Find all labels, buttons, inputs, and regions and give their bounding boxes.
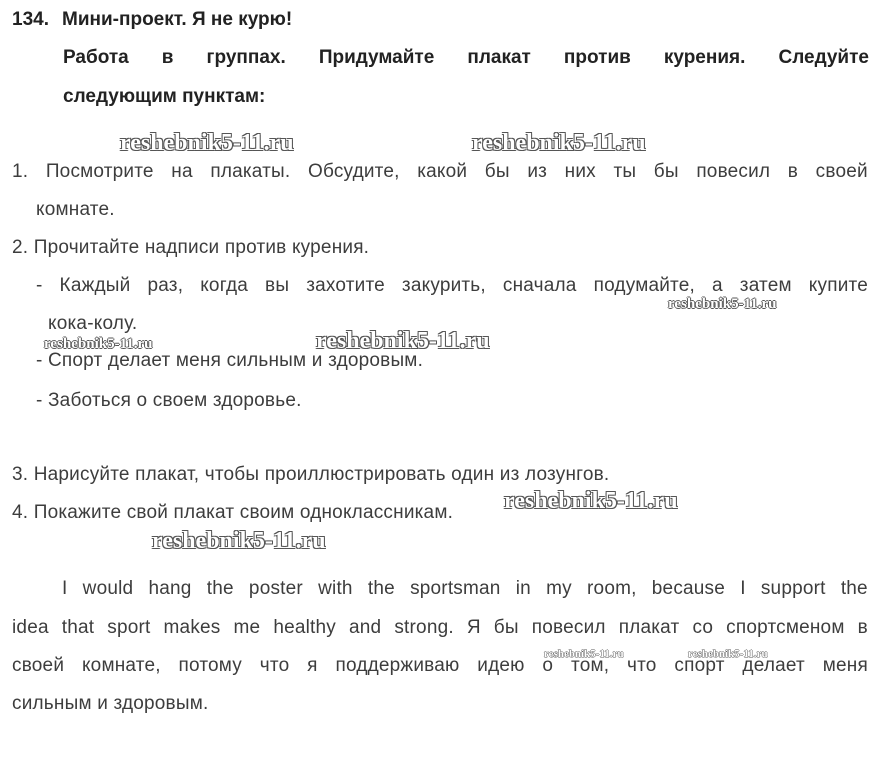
slogan-2: - Спорт делает меня сильным и здоровым. [36, 350, 424, 371]
word: захотите [306, 275, 385, 296]
task-instruction-line1 [63, 47, 869, 69]
word: Следуйте [778, 47, 869, 68]
word: would [82, 578, 134, 599]
word: о [542, 655, 554, 676]
word: группах. [206, 47, 286, 68]
word: том, [571, 655, 610, 676]
task-number: 134. [12, 9, 49, 30]
word: из [527, 161, 548, 182]
word: в [161, 47, 174, 68]
word: healthy [273, 617, 336, 638]
word: что [627, 655, 657, 676]
watermark: reshebnik5-11.ru [504, 488, 678, 514]
word: комнате, [81, 655, 161, 676]
word: сначала [502, 275, 577, 296]
word: какой [417, 161, 468, 182]
word: плакат [618, 617, 680, 638]
word: ты [613, 161, 637, 182]
word: повесил [696, 161, 771, 182]
word: меня [822, 655, 868, 676]
word: 1. [12, 161, 29, 182]
word: в [857, 617, 868, 638]
word: них [564, 161, 596, 182]
word: повесил [531, 617, 606, 638]
word: Обсудите, [307, 161, 400, 182]
word: my [546, 578, 572, 599]
watermark: reshebnik5-11.ru [668, 296, 777, 312]
step-2: 2. Прочитайте надписи против курения. [12, 237, 370, 258]
slogan-1-line1 [36, 275, 868, 297]
word: I [740, 578, 746, 599]
word: поддерживаю [335, 655, 460, 676]
word: вы [265, 275, 290, 296]
answer-line2 [12, 617, 868, 639]
word: против [563, 47, 631, 68]
slogan-3: - Заботься о своем здоровье. [36, 390, 302, 411]
watermark: reshebnik5-11.ru [120, 130, 294, 156]
word: idea [12, 617, 49, 638]
word: I [62, 578, 68, 599]
word: Посмотрите [45, 161, 154, 182]
watermark: reshebnik5-11.ru [544, 648, 624, 660]
watermark: reshebnik5-11.ru [44, 336, 153, 352]
word: курения. [663, 47, 746, 68]
word: плакат [467, 47, 531, 68]
word: делает [742, 655, 805, 676]
word: спорт [674, 655, 725, 676]
word: купите [808, 275, 868, 296]
word: а [711, 275, 723, 296]
word: затем [739, 275, 792, 296]
word: me [233, 617, 261, 638]
word: что [259, 655, 290, 676]
word: когда [200, 275, 249, 296]
watermark: reshebnik5-11.ru [152, 528, 326, 554]
word: support [760, 578, 826, 599]
word: Каждый [59, 275, 131, 296]
word: Придумайте [318, 47, 435, 68]
word: раз, [147, 275, 184, 296]
word: Работа [63, 47, 129, 68]
word: with [318, 578, 353, 599]
watermark: reshebnik5-11.ru [472, 130, 646, 156]
answer-line4: сильным и здоровым. [12, 693, 209, 714]
word: strong. [394, 617, 454, 638]
word: the [206, 578, 234, 599]
word: sportsman [410, 578, 501, 599]
answer-line1 [62, 578, 868, 600]
word: подумайте, [593, 275, 695, 296]
word: the [367, 578, 395, 599]
word: in [515, 578, 531, 599]
word: makes [163, 617, 221, 638]
task-title: Мини-проект. Я не курю! [62, 9, 293, 30]
word: плакаты. [210, 161, 291, 182]
word: идею [477, 655, 525, 676]
word: because [651, 578, 726, 599]
slogan-1-line2: кока-колу. [48, 313, 138, 334]
word: Я [466, 617, 481, 638]
word: в [787, 161, 799, 182]
step-3: 3. Нарисуйте плакат, чтобы проиллюстрировать один из лозунгов. [12, 464, 610, 485]
word: poster [248, 578, 303, 599]
step-4: 4. Покажите свой плакат своим одноклассникам. [12, 502, 454, 523]
step-1-line1 [12, 161, 868, 183]
word: - [36, 275, 43, 296]
word: room, [587, 578, 637, 599]
word: своей [12, 655, 65, 676]
word: со [692, 617, 714, 638]
word: hang [148, 578, 192, 599]
word: бы [493, 617, 519, 638]
word: the [840, 578, 868, 599]
word: закурить, [401, 275, 486, 296]
step-1-line2: комнате. [36, 199, 115, 220]
word: потому [178, 655, 242, 676]
word: на [171, 161, 193, 182]
word: спортсменом [726, 617, 845, 638]
word: sport [107, 617, 151, 638]
word: and [349, 617, 382, 638]
word: своей [815, 161, 868, 182]
word: бы [484, 161, 510, 182]
word: я [307, 655, 318, 676]
watermark: reshebnik5-11.ru [688, 648, 768, 660]
word: that [61, 617, 95, 638]
word: бы [653, 161, 679, 182]
watermark: reshebnik5-11.ru [316, 328, 490, 354]
task-instruction-line2: следующим пунктам: [63, 86, 266, 107]
